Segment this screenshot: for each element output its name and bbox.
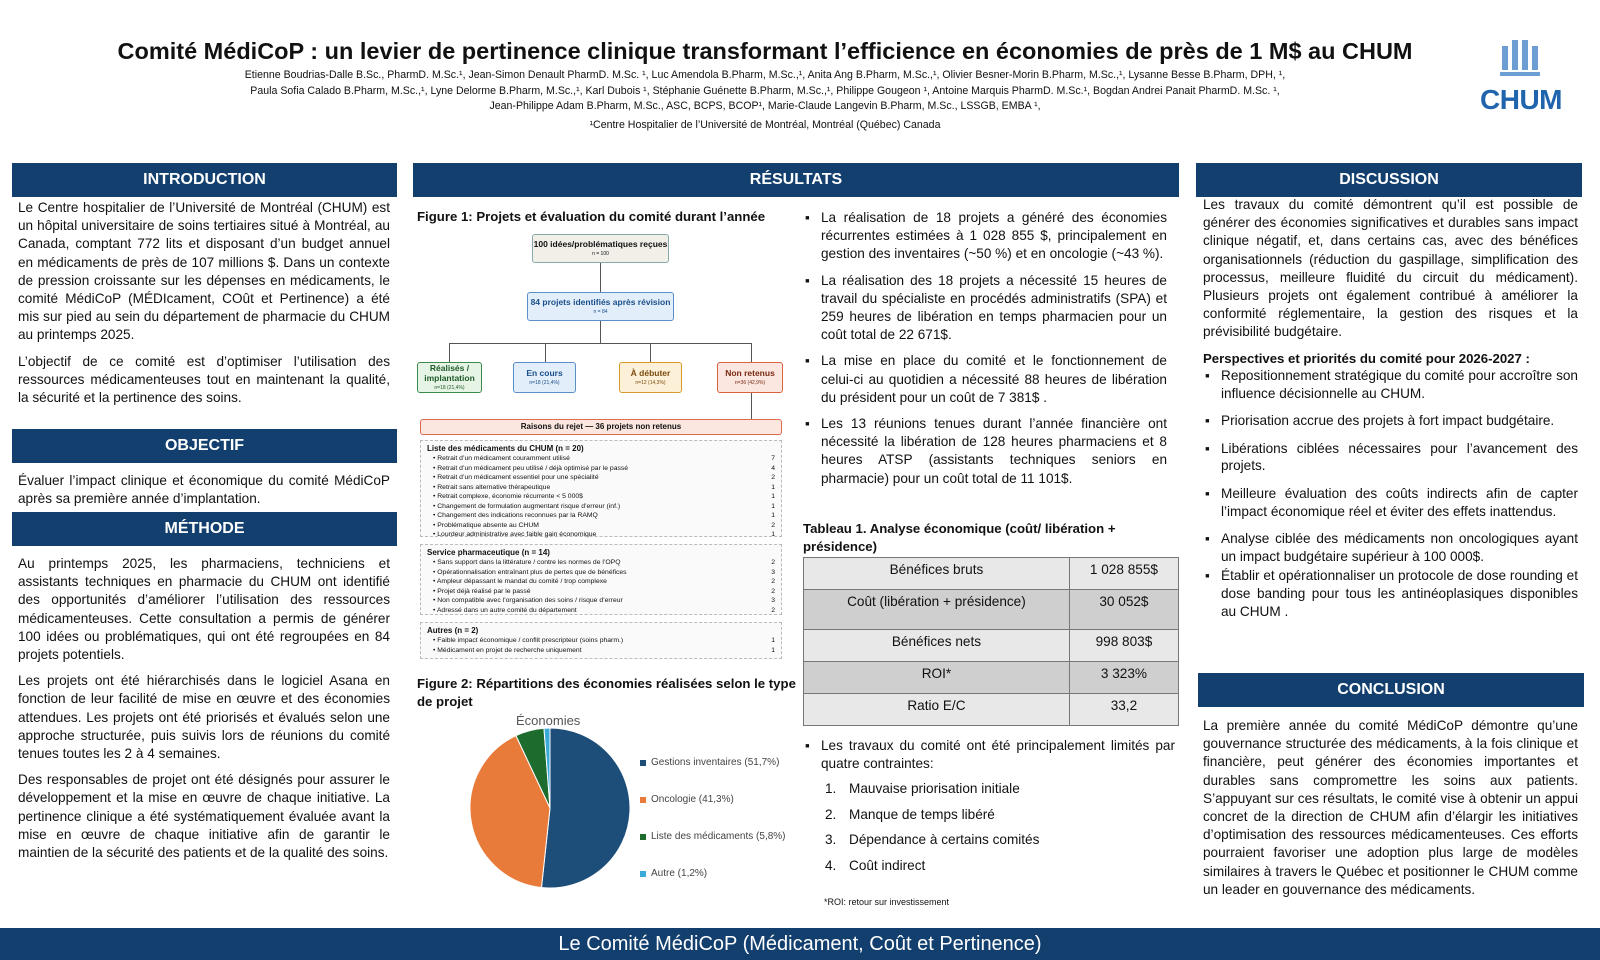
constraints-intro-list: [803, 737, 1175, 781]
reject-row: [427, 596, 775, 606]
table-value: 33,2: [1069, 694, 1178, 726]
results-bullets: [803, 209, 1167, 496]
reject-reason: • Retrait d’un médicament essentiel pour une spécialité: [433, 474, 599, 481]
reject-row: [427, 568, 775, 578]
chum-logo: [1476, 38, 1566, 116]
table-value: 998 803$: [1069, 630, 1178, 662]
flow-connector: [449, 343, 450, 362]
legend-item: [640, 794, 734, 805]
table-value: 30 052$: [1069, 590, 1178, 630]
constraint-item: [825, 832, 1165, 858]
constraint-text: Dépendance à certains comités: [849, 832, 1040, 847]
table-value: 1 028 855$: [1069, 558, 1178, 590]
flow-status-adebuter: [619, 362, 682, 393]
table-label: Bénéfices bruts: [804, 558, 1070, 590]
poster-footer: Le Comité MédiCoP (Médicament, Coût et Pertinence): [0, 928, 1600, 960]
constraint-item: [825, 807, 1165, 833]
reject-row: [427, 646, 775, 656]
flow-connector: [751, 393, 752, 419]
reject-reasons-heading: Raisons du rejet — 36 projets non retenus: [420, 419, 782, 435]
reject-count: 3: [771, 568, 775, 576]
conclusion-text: [1203, 717, 1578, 907]
reject-reason: • Lourdeur administrative avec faible gain économique: [433, 531, 597, 538]
legend-label: Gestions inventaires (51,7%): [651, 757, 780, 768]
pie-slice: [541, 728, 630, 888]
affiliation: ¹Centre Hospitalier de l’Université de Montréal, Montréal (Québec) Canada: [589, 119, 941, 131]
table-row: [804, 558, 1179, 590]
reject-row: [427, 492, 775, 502]
pie-chart-svg: [470, 715, 640, 905]
flow-box-label: 84 projets identifiés après révision: [530, 296, 671, 307]
author-list: [130, 68, 1400, 115]
reject-row: [427, 521, 775, 531]
flow-connector: [449, 343, 751, 344]
reject-row: [427, 511, 775, 521]
reject-group: [420, 440, 782, 537]
reject-reason: • Retrait d’un médicament peu utilisé / déjà optimisé par le passé: [433, 464, 629, 472]
perspective-item: ▪ Analyse ciblée des médicaments non oncologiques ayant un impact budgétaire supérieur à 100 000$.: [1203, 530, 1578, 565]
results-bullet: ▪ La réalisation de 18 projets a généré des économies récurrentes estimées à 1 028 855 $, principalement en gestion des inventaires (~50 %) et en oncologie (~43 %).: [803, 209, 1167, 264]
methode-heading: MÉTHODE: [12, 512, 397, 546]
table-label: ROI*: [804, 662, 1070, 694]
reject-reason: • Retrait sans alternative thérapeutique: [433, 483, 551, 491]
reject-count: 1: [771, 483, 775, 491]
author-line: Paula Sofia Calado B.Pharm, M.Sc.,¹, Lyne Delorme B.Pharm, M.Sc.,¹, Karl Dubois ¹, Stéphanie Guénette B.Pharm, M.Sc.,¹, Philippe Gougeon ¹, Antoine Marquis PharmD. M.Sc.¹, Bogdan Andrei Panait PharmD. M.Sc. ¹,: [250, 84, 1280, 97]
reject-reason: • Retrait complexe, économie récurrente < 5 000$: [433, 493, 583, 500]
flow-status-realises: [417, 362, 482, 393]
perspective-item: ▪ Repositionnement stratégique du comité pour accroître son influence décisionnelle au CHUM.: [1203, 367, 1578, 402]
constraint-number: 1.: [825, 781, 837, 796]
legend-swatch: [640, 797, 646, 803]
reject-count: 1: [771, 493, 775, 500]
constraint-item: [825, 781, 1165, 807]
legend-label: Oncologie (41,3%): [651, 794, 734, 805]
reject-reason: • Problématique absente au CHUM: [433, 521, 539, 529]
reject-reason: • Changement des indications reconnues par la RAMQ: [433, 512, 598, 519]
reject-row: [427, 530, 775, 540]
reject-reason: • Changement de formulation augmentant risque d’erreur (inf.): [433, 502, 621, 510]
constraint-text: Mauvaise priorisation initiale: [849, 781, 1020, 796]
introduction-paragraph: Le Centre hospitalier de l’Université de Montréal (CHUM) est un hôpital universitaire de soins tertiaires situé à Montréal, au Canada, comptant 772 lits et disposant d’un budget annuel en médicaments de près de 107 millions $. Dans un contexte de pression croissante sur les dépenses en médicaments, le comité MédiCoP (MÉDIcament, COût et Pertinence) a été mis sur pied au sein du département de pharmacie du CHUM au printemps 2025.: [18, 200, 390, 343]
legend-swatch: [640, 871, 646, 877]
flow-connector: [600, 321, 601, 343]
methode-paragraph: Les projets ont été hiérarchisés dans le logiciel Asana en fonction de leur facilité de mise en œuvre et des économies attendues. Les projets ont été priorisés et évalués selon une approche structurée, puis suivis lors de réunions du comité tenues toutes les 2 à 4 semaines.: [18, 673, 390, 762]
reject-group: [420, 544, 782, 615]
introduction-paragraph: L’objectif de ce comité est d’optimiser l’utilisation des ressources médicamenteuses tout en maintenant la qualité, la sécurité et la pertinence des soins.: [18, 353, 390, 406]
introduction-heading: INTRODUCTION: [12, 163, 397, 197]
flow-box-count: n=36 (42,9%): [734, 379, 766, 386]
reject-reason: • Projet déjà réalisé par le passé: [433, 587, 531, 595]
objectif-text: [18, 472, 390, 516]
economic-table: [803, 557, 1179, 726]
flow-connector: [751, 343, 752, 362]
resultats-heading: RÉSULTATS: [413, 163, 1179, 197]
author-line: Jean-Philippe Adam B.Pharm, M.Sc., ASC, BCPS, BCOP¹, Marie-Claude Langevin B.Pharm, M.Sc., LSSGB, EMBA ¹,: [489, 100, 1041, 112]
flow-box-label: Réalisés / implantation: [424, 362, 475, 383]
reject-row: [427, 473, 775, 483]
flow-box-count: n=12 (14,3%): [635, 379, 666, 386]
perspective-item: ▪ Établir et opérationnaliser un protocole de dose rounding et dose banding pour tous les antinéoplasiques disponibles au CHUM .: [1203, 567, 1578, 620]
reject-count: 1: [771, 637, 775, 644]
poster-header: [0, 0, 1600, 150]
reject-count: 7: [771, 455, 775, 462]
reject-row: [427, 502, 775, 512]
author-line: Etienne Boudrias-Dalle B.Sc., PharmD. M.Sc.¹, Jean-Simon Denault PharmD. M.Sc. ¹, Luc Amendola B.Pharm, M.Sc.,¹, Anita Ang B.Pharm, M.Sc.,¹, Olivier Besner-Morin B.Pharm, M.Sc.,¹, Lysanne Besse B.Pharm, DPH, ¹,: [244, 69, 1286, 81]
constraint-number: 2.: [825, 806, 837, 822]
reject-reason: • Non compatible avec l’organisation des soins / risque d’erreur: [433, 597, 623, 604]
legend-item: [640, 831, 786, 842]
reject-reason: • Sans support dans la littérature / contre les normes de l’OPQ: [433, 559, 621, 566]
flow-box-count: n = 100: [592, 250, 609, 257]
constraints-intro: ▪ Les travaux du comité ont été principalement limités par quatre contraintes:: [803, 737, 1175, 773]
reject-reason: • Faible impact économique / conflit prescripteur (soins pharm.): [433, 637, 624, 644]
table-value: 3 323%: [1069, 662, 1178, 694]
table-row: [804, 662, 1179, 694]
reject-row: [427, 454, 775, 464]
roi-footnote: *ROI: retour sur investissement: [824, 897, 950, 907]
legend-label: Autre (1,2%): [651, 868, 708, 879]
flow-connector: [650, 343, 651, 362]
flow-ideas-box: [532, 234, 669, 263]
table-row: [804, 590, 1179, 630]
flow-projects-box: [527, 292, 674, 321]
figure1-title: Figure 1: Projets et évaluation du comité durant l’année: [417, 209, 766, 224]
conclusion-heading: CONCLUSION: [1198, 673, 1584, 707]
pie-chart: [470, 715, 640, 910]
table-label: Coût (libération + présidence): [804, 590, 1070, 630]
legend-item: [640, 757, 779, 768]
results-bullet: ▪ La réalisation des 18 projets a nécessité 15 heures de travail du spécialiste en procédés administratifs (SPA) et 259 heures de libération en temps pharmacien pour un coût total de 22 671$.: [803, 272, 1167, 345]
flow-connector: [600, 263, 601, 292]
methode-paragraph: Des responsables de projet ont été désignés pour assurer le développement et la mise en œuvre de chaque initiative. La pertinence clinique a été systématiquement évaluée avant la mise en œuvre de chaque initiative afin de garantir le maintien de la sécurité des patients et de la qualité des soins.: [18, 772, 390, 861]
constraint-item: [825, 858, 1165, 884]
legend-swatch: [640, 834, 646, 840]
reject-count: 2: [771, 521, 775, 529]
conclusion-paragraph: La première année du comité MédiCoP démontre qu’une gouvernance structurée des médicaments, à la fois clinique et financière, peut générer des économies importantes et durables sans compromettre les soins aux patients. S’appuyant sur ces résultats, le comité vise à obtenir un appui concret de la direction de CHUM afin d’élargir les initiatives d’optimisation des ressources médicamenteuses. Ces efforts pourraient favoriser une adoption plus large de modèles similaires à travers le Québec et positionner le CHUM comme un leader en gouvernance des médicaments.: [1203, 718, 1578, 897]
table-label: Ratio E/C: [804, 694, 1070, 726]
table-label: Bénéfices nets: [804, 630, 1070, 662]
perspective-item: ▪ Libérations ciblées nécessaires pour l’avancement des projets.: [1203, 440, 1578, 475]
logo-bars-icon: [1500, 38, 1540, 78]
reject-count: 3: [771, 597, 775, 604]
constraint-number: 3.: [825, 832, 837, 847]
perspective-item: ▪ Meilleure évaluation des coûts indirects afin de capter l’impact économique réel et éviter des effets inattendus.: [1203, 485, 1578, 520]
poster-title: Comité MédiCoP : un levier de pertinence clinique transformant l’efficience en économies de près de 1 M$ au CHUM: [117, 38, 1413, 64]
reject-count: 1: [771, 531, 775, 538]
reject-row: [427, 483, 775, 493]
discussion-text: [1203, 196, 1578, 350]
reject-count: 1: [771, 646, 775, 654]
reject-row: [427, 606, 775, 616]
flow-box-count: n=18 (21,4%): [529, 379, 560, 386]
discussion-heading: DISCUSSION: [1196, 163, 1582, 197]
reject-row: [427, 636, 775, 646]
legend-item: [640, 868, 707, 879]
reject-row: [427, 577, 775, 587]
perspectives-heading: Perspectives et priorités du comité pour 2026-2027 :: [1203, 351, 1530, 366]
reject-count: 2: [771, 474, 775, 481]
methode-paragraph: Au printemps 2025, les pharmaciens, techniciens et assistants techniques en pharmacie du CHUM ont identifié des opportunités d’améliorer l’utilisation des ressources médicamenteuses. Cette consultation a permis de générer 100 idées ou problématiques, qui ont été regroupées en 84 projets potentiels.: [18, 556, 390, 663]
flow-box-label: En cours: [526, 367, 563, 378]
flow-status-nonretenus: [717, 362, 783, 393]
constraint-text: Coût indirect: [849, 857, 926, 873]
reject-group-title: Autres (n = 2): [427, 626, 479, 635]
reject-count: 2: [771, 578, 775, 585]
reject-count: 2: [771, 606, 775, 614]
legend-label: Liste des médicaments (5,8%): [651, 831, 786, 842]
results-bullet: ▪ La mise en place du comité et le fonctionnement de celui-ci au quotidien a nécessité 88 heures de libération du président pour un coût de 7 381$ .: [803, 352, 1167, 407]
flow-box-label: À débuter: [630, 367, 671, 378]
table-row: [804, 630, 1179, 662]
reject-count: 2: [771, 587, 775, 595]
reject-group-title: Service pharmaceutique (n = 14): [427, 548, 550, 557]
introduction-text: [18, 199, 390, 415]
reject-reason: • Opérationnalisation entraînant plus de pertes que de bénéfices: [433, 568, 627, 576]
flow-status-encours: [513, 362, 576, 393]
chart-title: Économies: [516, 713, 581, 728]
discussion-paragraph: Les travaux du comité démontrent qu’il est possible de générer des économies significatives et durables sans impact clinique négatif, et, dans certains cas, avec des bénéfices organisationnels (réduction du gaspillage, simplification des processus, meilleure fluidité du circuit du médicament). Plusieurs projets ont également contribué à améliorer la conformité réglementaire, la gestion des risques et la prévisibilité budgétaire.: [1203, 197, 1578, 340]
reject-group-title: Liste des médicaments du CHUM (n = 20): [427, 444, 584, 453]
constraints-list: [825, 781, 1165, 883]
table1-title: Tableau 1. Analyse économique (coût/ libération + présidence): [803, 521, 1116, 554]
constraint-text: Manque de temps libéré: [849, 806, 995, 822]
perspective-item: ▪ Priorisation accrue des projets à fort impact budgétaire.: [1203, 412, 1578, 430]
reject-reason: • Ampleur dépassant le mandat du comité / trop complexe: [433, 578, 607, 585]
reject-row: [427, 558, 775, 568]
legend-swatch: [640, 760, 646, 766]
reject-count: 1: [771, 502, 775, 510]
reject-count: 1: [771, 512, 775, 519]
objectif-paragraph: Évaluer l’impact clinique et économique du comité MédiCoP après sa première année d’implantation.: [18, 473, 390, 507]
reject-row: [427, 587, 775, 597]
flow-box-count: n = 84: [593, 308, 608, 315]
perspectives-list: [1203, 367, 1578, 628]
reject-count: 2: [771, 559, 775, 566]
logo-text: CHUM: [1480, 84, 1562, 115]
reject-reason: • Adressé dans un autre comité du département: [433, 606, 577, 614]
flow-box-count: n=18 (21,4%): [434, 384, 465, 391]
flow-box-label: Non retenus: [725, 367, 775, 378]
objectif-heading: OBJECTIF: [12, 429, 397, 463]
reject-row: [427, 464, 775, 474]
reject-group: [420, 622, 782, 659]
reject-count: 4: [771, 464, 775, 472]
reject-reason: • Retrait d’un médicament couramment utilisé: [433, 455, 570, 462]
results-bullet: ▪ Les 13 réunions tenues durant l’année financière ont nécessité la libération de 128 heures pharmaciens et 8 heures ATSP (assistants techniques seniors en pharmacie) pour un coût total de 11 101$.: [803, 415, 1167, 488]
constraint-number: 4.: [825, 857, 837, 873]
flow-box-label: 100 idées/problématiques reçues: [533, 238, 668, 249]
methode-text: [18, 555, 390, 870]
figure2-title: Figure 2: Répartitions des économies réalisées selon le type de projet: [417, 676, 796, 709]
table-row: [804, 694, 1179, 726]
reject-reason: • Médicament en projet de recherche uniquement: [433, 646, 582, 654]
flow-connector: [545, 343, 546, 362]
